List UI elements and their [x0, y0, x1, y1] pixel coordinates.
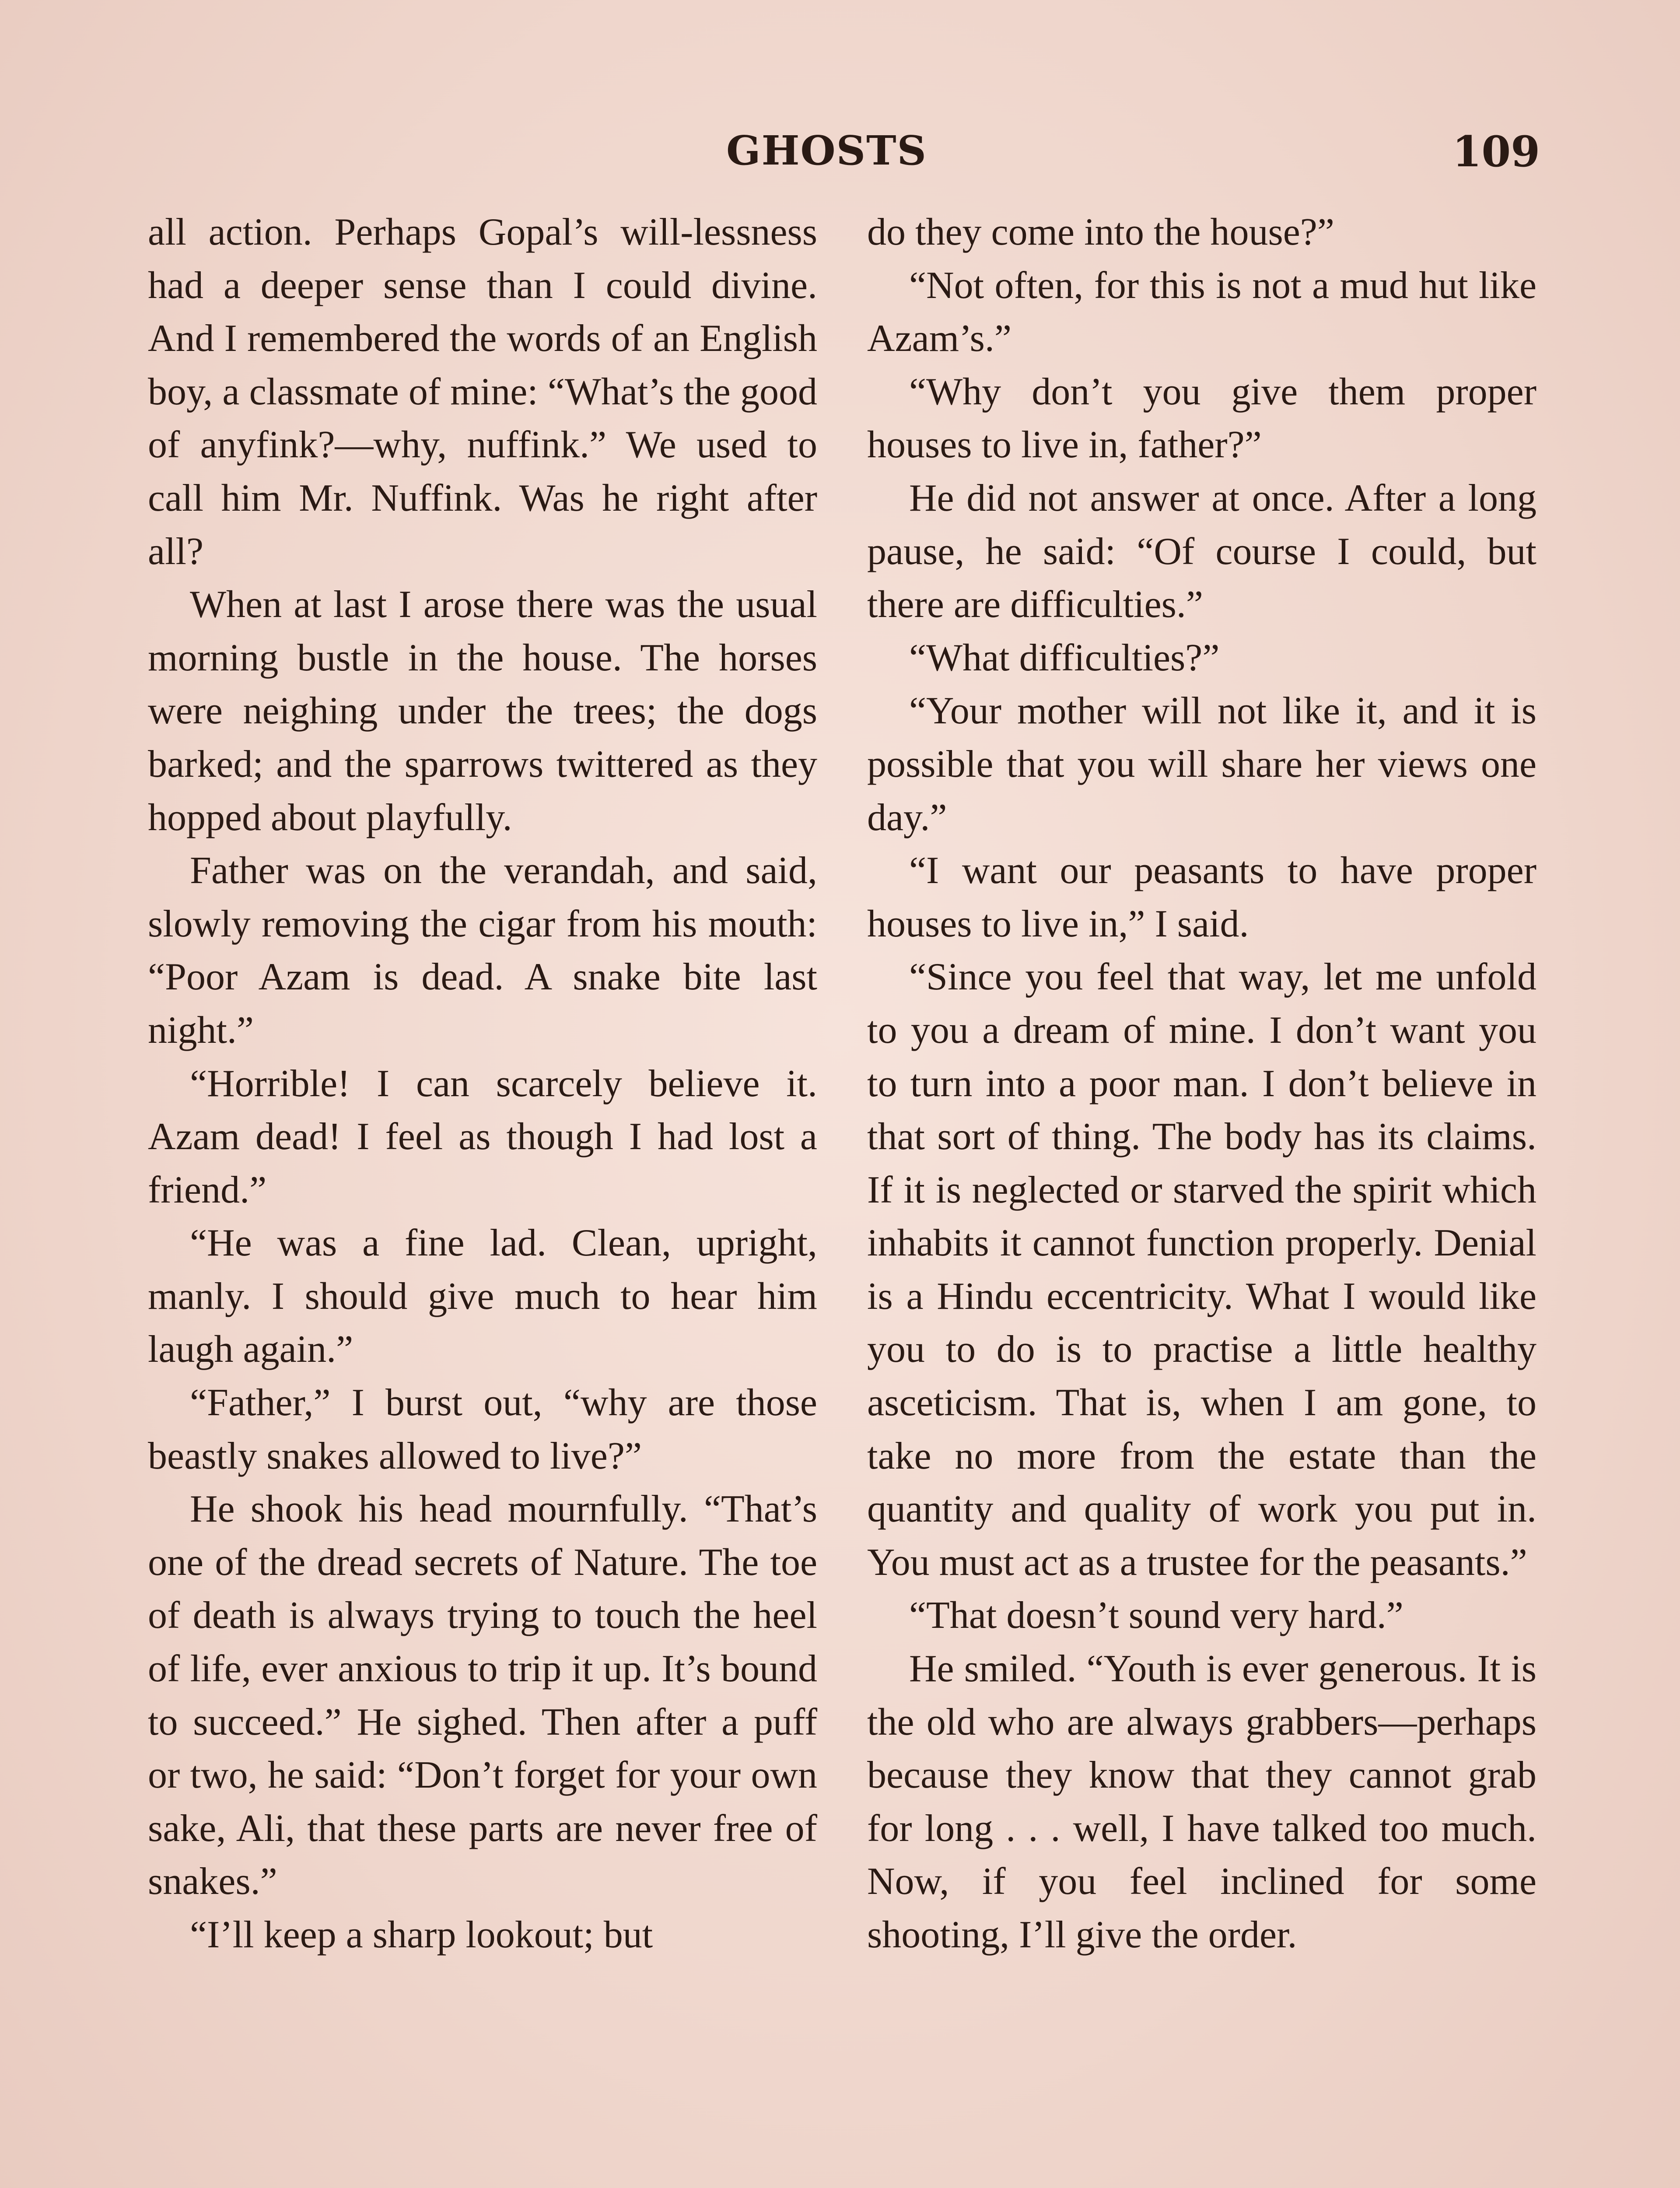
- paragraph: “He was a fine lad. Clean, upright, manly. I should give much to hear him laugh again.”: [148, 1222, 817, 1371]
- paragraph: “That doesn’t sound very hard.”: [909, 1594, 1404, 1637]
- paragraph: “I want our peasants to have proper houses to live in,” I said.: [867, 849, 1536, 945]
- paragraph: “What difficulties?”: [909, 636, 1220, 679]
- paragraph: “Why don’t you give them proper houses to live in, father?”: [867, 370, 1536, 466]
- paragraph: “Since you feel that way, let me unfold to you a dream of mine. I don’t want you to turn into a poor man. I don’t believe in that sort of thing. The body has its claims. If it is neglected or starved the spirit which inhabits it cannot function properly. Denial is a Hindu eccentricity. What I would like you to do is to practise a little healthy asceticism. That is, when I am gone, to take no more from the estate than the quantity and quality of work you put in. You must act as a trustee for the peasants.”: [867, 956, 1536, 1584]
- page-header: [726, 127, 1540, 188]
- page-number: 109: [1452, 127, 1540, 176]
- paragraph: He did not answer at once. After a long pause, he said: “Of course I could, but there are difficulties.”: [867, 477, 1536, 626]
- left-column: [148, 206, 817, 1962]
- paragraph: “Horrible! I can scarcely believe it. Azam dead! I feel as though I had lost a friend.”: [148, 1062, 817, 1211]
- paragraph: He smiled. “Youth is ever generous. It is the old who are always grabbers—perhaps because they know that they cannot grab for long . . . well, I have talked too much. Now, if you feel inclined for some shooting, I’ll give the order.: [867, 1648, 1536, 1956]
- paragraph: “Your mother will not like it, and it is possible that you will share her views one day.”: [867, 690, 1536, 839]
- paragraph: Father was on the verandah, and said, slowly removing the cigar from his mouth: “Poor Azam is dead. A snake bite last night.”: [148, 849, 817, 1052]
- paragraph: He shook his head mournfully. “That’s one of the dread secrets of Nature. The toe of death is always trying to touch the heel of life, ever anxious to trip it up. It’s bound to succeed.” He sighed. Then after a puff or two, he said: “Don’t forget for your own sake, Ali, that these parts are never free of snakes.”: [148, 1488, 817, 1903]
- paragraph: all action. Perhaps Gopal’s will-lessness had a deeper sense than I could divine. And I remembered the words of an English boy, a classmate of mine: “What’s the good of anyfink?—why, nuffink.” We used to call him Mr. Nuffink. Was he right after all?: [148, 211, 817, 573]
- paragraph: “I’ll keep a sharp lookout; but: [190, 1914, 653, 1956]
- paragraph: When at last I arose there was the usual morning bustle in the house. The horses were neighing under the trees; the dogs barked; and the sparrows twittered as they hopped about playfully.: [148, 583, 817, 839]
- paragraph: do they come into the house?”: [867, 211, 1334, 253]
- right-column: [867, 206, 1536, 1962]
- paragraph: “Not often, for this is not a mud hut like Azam’s.”: [867, 264, 1536, 360]
- paragraph: “Father,” I burst out, “why are those beastly snakes allowed to live?”: [148, 1382, 817, 1477]
- running-head: GHOSTS: [726, 127, 927, 174]
